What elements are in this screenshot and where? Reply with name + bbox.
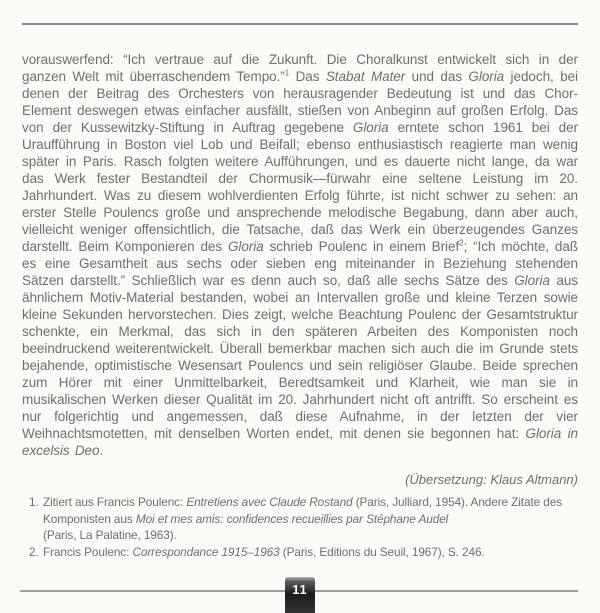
page-number: 11 — [292, 583, 308, 597]
footnote-text: Francis Poulenc: Correspondance 1915–1963 (Paris, Editions du Seuil, 1967), S. 246. — [43, 544, 485, 559]
top-rule — [22, 23, 578, 25]
page-content — [22, 37, 578, 560]
footnote-item — [29, 544, 578, 561]
footnote-number: 2. — [29, 544, 39, 559]
translation-credit: (Übersetzung: Klaus Altmann) — [405, 472, 578, 487]
footnote-text: Zitiert aus Francis Poulenc: Entretiens avec Claude Rostand (Paris, Julliard, 1954). Andere Zitate des Komponisten aus Moi et mes amis: confidences recueillies par Stéphane Audel (Paris, La Palatine, 1963). — [43, 495, 562, 542]
page-number-badge — [285, 577, 315, 613]
footnote-number: 1. — [29, 495, 39, 509]
footnote-item — [29, 494, 578, 544]
footnotes — [29, 494, 578, 560]
body-paragraph: vorauswerfend: “Ich vertraue auf die Zukunft. Die Choralkunst entwickelt sich in der ganzen Welt mit überraschendem Tempo.”$^1$ Das Stabat Mater und das Gloria jedoch, bei denen der Beitrag des Orchesters von herausragender Bedeutung ist und das Chor-Element deswegen etwas einfacher ausfällt, stießen von Anbeginn auf großen Erfolg. Das von der Kussewitzky-Stiftung in Auftrag gegebene Gloria erntete schon 1961 bei der Uraufführung in Boston viel Lob und Beifall; ebenso enthusiastisch reagierte man wenig später in Paris. Rasch folgten weitere Aufführungen, und es dauerte nicht lange, da war das Werk fester Bestandteil der Chormusik—fürwahr eine seltene Leistung im 20. Jahrhundert. Was zu diesem wohlverdienten Erfolg führte, ist nicht schwer zu sehen: an erster Stelle Poulencs große und ansprechende melodische Begabung, dann aber auch, vielleicht weniger offensichtlich, die Tatsache, daß das Werk ein überzeugendes Ganzes darstellt. Beim Komponieren des Gloria schrieb Poulenc in einem Brief$^2$; “Ich möchte, daß es eine Gesamtheit aus sechs oder sieben eng miteinander in Beziehung stehenden Sätzen darstellt.” Schließlich war es denn auch so, daß alle sechs Sätze des Gloria aus ähnlichem Motiv-Material bestanden, wobei an Intervallen große und kleine Terzen sowie kleine Sekunden hervorstechen. Dies zeigt, welche Beachtung Poulenc der Gesamtstruktur schenkte, ein Merkmal, das sich in den späteren Arbeiten des Komponisten noch beeindruckend weiterentwickelt. Überall bemerkbar machen sich auch die im Grunde stets bejahende, optimistische Wesensart Poulencs und sein religiöser Glaube. Beide sprechen zum Hörer mit einer Unmittelbarkeit, Beredtsamkeit und Klarheit, wie man sie in musikalischen Werken dieser Qualität im 20. Jahrhundert nicht oft antrifft. So erscheint es nur folgerichtig und angemessen, daß diese Aufnahme, in der letzten der vier Weihnachtsmotetten, mit denselben Worten endet, mit denen sie begonnen hat: Gloria in excelsis Deo. — [22, 51, 578, 458]
